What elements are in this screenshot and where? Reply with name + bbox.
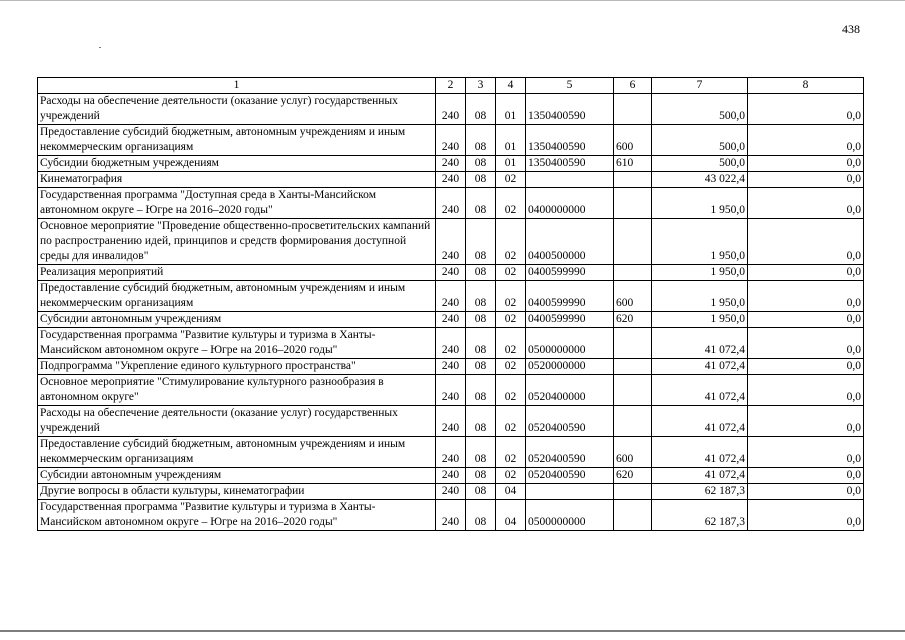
cell-amount-extra: 0,0 [748,437,864,468]
table-row [38,375,864,406]
header-cell: 6 [614,78,652,94]
cell-name: Предоставление субсидий бюджетным, автономным учреждениям и иным некоммерческим организациям [38,125,436,156]
table-row [38,219,864,265]
cell-code-subsection: 02 [496,359,526,375]
table-row [38,94,864,125]
cell-code-section: 08 [466,406,496,437]
cell-code-section: 08 [466,312,496,328]
cell-code-expense-type [614,328,652,359]
cell-code-admin: 240 [436,265,466,281]
cell-code-target: 0520400590 [526,468,614,484]
cell-name: Субсидии автономным учреждениям [38,468,436,484]
cell-code-expense-type: 600 [614,125,652,156]
cell-name: Основное мероприятие "Проведение общественно-просветительских кампаний по распространению идей, принципов и средств формирования доступной среды для инвалидов" [38,219,436,265]
cell-name: Предоставление субсидий бюджетным, автономным учреждениям и иным некоммерческим организациям [38,437,436,468]
cell-code-target: 1350400590 [526,94,614,125]
table-row [38,281,864,312]
cell-code-section: 08 [466,94,496,125]
cell-code-section: 08 [466,219,496,265]
cell-name: Расходы на обеспечение деятельности (оказание услуг) государственных учреждений [38,406,436,437]
header-cell: 8 [748,78,864,94]
header-cell: 3 [466,78,496,94]
cell-amount: 500,0 [652,94,748,125]
table-row [38,484,864,500]
cell-code-target: 0520000000 [526,359,614,375]
cell-code-admin: 240 [436,406,466,437]
cell-amount-extra: 0,0 [748,172,864,188]
cell-name: Государственная программа "Развитие культуры и туризма в Ханты-Мансийском автономном округе – Югре на 2016–2020 годы" [38,328,436,359]
cell-amount-extra: 0,0 [748,484,864,500]
scan-speck [99,47,101,48]
cell-code-expense-type [614,375,652,406]
cell-code-subsection: 04 [496,484,526,500]
cell-code-expense-type [614,359,652,375]
cell-amount: 43 022,4 [652,172,748,188]
header-cell: 4 [496,78,526,94]
cell-code-target: 0400500000 [526,219,614,265]
cell-code-admin: 240 [436,156,466,172]
cell-code-target [526,172,614,188]
cell-code-target: 0400000000 [526,188,614,219]
cell-code-admin: 240 [436,359,466,375]
table-row [38,437,864,468]
cell-amount: 500,0 [652,156,748,172]
table-header-row [38,78,864,94]
cell-code-subsection: 02 [496,265,526,281]
cell-code-target: 0520400590 [526,437,614,468]
cell-code-expense-type: 620 [614,312,652,328]
cell-code-section: 08 [466,156,496,172]
header-cell: 2 [436,78,466,94]
table-row [38,188,864,219]
cell-amount: 1 950,0 [652,188,748,219]
cell-name: Подпрограмма "Укрепление единого культурного пространства" [38,359,436,375]
cell-code-section: 08 [466,359,496,375]
cell-amount-extra: 0,0 [748,219,864,265]
cell-code-expense-type [614,484,652,500]
cell-code-target: 0500000000 [526,328,614,359]
cell-code-target: 0400599990 [526,312,614,328]
cell-code-admin: 240 [436,484,466,500]
cell-code-section: 08 [466,172,496,188]
cell-code-subsection: 02 [496,328,526,359]
cell-code-admin: 240 [436,437,466,468]
cell-amount: 41 072,4 [652,468,748,484]
table-row [38,172,864,188]
cell-code-subsection: 04 [496,500,526,531]
cell-code-subsection: 01 [496,94,526,125]
cell-code-subsection: 02 [496,437,526,468]
cell-amount-extra: 0,0 [748,328,864,359]
cell-code-section: 08 [466,281,496,312]
table-row [38,500,864,531]
cell-amount: 41 072,4 [652,359,748,375]
cell-code-subsection: 02 [496,406,526,437]
cell-code-admin: 240 [436,375,466,406]
page-number: 438 [842,22,860,36]
cell-code-admin: 240 [436,188,466,219]
cell-amount: 1 950,0 [652,265,748,281]
cell-code-admin: 240 [436,312,466,328]
cell-amount-extra: 0,0 [748,188,864,219]
cell-code-target: 0400599990 [526,265,614,281]
cell-code-expense-type: 610 [614,156,652,172]
cell-amount: 41 072,4 [652,328,748,359]
cell-code-admin: 240 [436,219,466,265]
cell-code-target: 0400599990 [526,281,614,312]
cell-amount-extra: 0,0 [748,156,864,172]
cell-name: Субсидии автономным учреждениям [38,312,436,328]
cell-amount-extra: 0,0 [748,406,864,437]
cell-amount: 41 072,4 [652,437,748,468]
cell-code-admin: 240 [436,125,466,156]
table-row [38,125,864,156]
cell-code-expense-type [614,500,652,531]
cell-code-section: 08 [466,125,496,156]
cell-amount: 41 072,4 [652,406,748,437]
cell-code-admin: 240 [436,94,466,125]
cell-code-subsection: 01 [496,156,526,172]
cell-code-target [526,484,614,500]
cell-code-section: 08 [466,265,496,281]
cell-code-subsection: 02 [496,281,526,312]
cell-code-subsection: 02 [496,468,526,484]
table-row [38,156,864,172]
cell-name: Другие вопросы в области культуры, кинематографии [38,484,436,500]
cell-name: Кинематография [38,172,436,188]
cell-amount: 500,0 [652,125,748,156]
cell-code-expense-type [614,188,652,219]
cell-code-admin: 240 [436,500,466,531]
cell-code-target: 0520400000 [526,375,614,406]
cell-code-target: 0500000000 [526,500,614,531]
cell-code-section: 08 [466,188,496,219]
cell-code-expense-type [614,406,652,437]
cell-code-subsection: 02 [496,219,526,265]
cell-code-expense-type: 620 [614,468,652,484]
cell-code-expense-type [614,172,652,188]
cell-amount: 1 950,0 [652,219,748,265]
cell-amount-extra: 0,0 [748,265,864,281]
table-row [38,468,864,484]
cell-code-admin: 240 [436,328,466,359]
cell-amount: 1 950,0 [652,312,748,328]
cell-code-admin: 240 [436,281,466,312]
cell-name: Предоставление субсидий бюджетным, автономным учреждениям и иным некоммерческим организациям [38,281,436,312]
header-cell: 5 [526,78,614,94]
cell-name: Субсидии бюджетным учреждениям [38,156,436,172]
cell-code-section: 08 [466,328,496,359]
cell-amount-extra: 0,0 [748,468,864,484]
cell-name: Основное мероприятие "Стимулирование культурного разнообразия в автономном округе" [38,375,436,406]
cell-code-expense-type: 600 [614,437,652,468]
cell-code-target: 1350400590 [526,156,614,172]
cell-amount-extra: 0,0 [748,375,864,406]
budget-table [37,77,864,531]
cell-code-admin: 240 [436,172,466,188]
cell-code-expense-type [614,94,652,125]
table-row [38,265,864,281]
table-row [38,312,864,328]
cell-name: Государственная программа "Развитие культуры и туризма в Ханты-Мансийском автономном округе – Югре на 2016–2020 годы" [38,500,436,531]
cell-code-subsection: 02 [496,312,526,328]
cell-amount-extra: 0,0 [748,359,864,375]
cell-amount-extra: 0,0 [748,312,864,328]
cell-code-target: 1350400590 [526,125,614,156]
cell-code-expense-type [614,219,652,265]
cell-amount: 1 950,0 [652,281,748,312]
cell-amount-extra: 0,0 [748,281,864,312]
table-row [38,406,864,437]
cell-code-admin: 240 [436,468,466,484]
cell-amount: 62 187,3 [652,484,748,500]
cell-amount-extra: 0,0 [748,500,864,531]
cell-code-expense-type: 600 [614,281,652,312]
cell-name: Расходы на обеспечение деятельности (оказание услуг) государственных учреждений [38,94,436,125]
table-row [38,359,864,375]
cell-name: Государственная программа "Доступная среда в Ханты-Мансийском автономном округе – Югре на 2016–2020 годы" [38,188,436,219]
cell-code-expense-type [614,265,652,281]
cell-code-subsection: 01 [496,125,526,156]
scan-bottom-edge [0,630,905,632]
cell-code-section: 08 [466,375,496,406]
cell-amount: 62 187,3 [652,500,748,531]
scan-top-edge [0,0,905,1]
cell-code-section: 08 [466,500,496,531]
header-cell: 1 [38,78,436,94]
cell-code-section: 08 [466,437,496,468]
cell-amount-extra: 0,0 [748,94,864,125]
cell-code-section: 08 [466,468,496,484]
cell-code-section: 08 [466,484,496,500]
table-row [38,328,864,359]
cell-amount: 41 072,4 [652,375,748,406]
cell-code-subsection: 02 [496,375,526,406]
cell-name: Реализация мероприятий [38,265,436,281]
header-cell: 7 [652,78,748,94]
cell-code-subsection: 02 [496,188,526,219]
cell-code-target: 0520400590 [526,406,614,437]
cell-amount-extra: 0,0 [748,125,864,156]
cell-code-subsection: 02 [496,172,526,188]
